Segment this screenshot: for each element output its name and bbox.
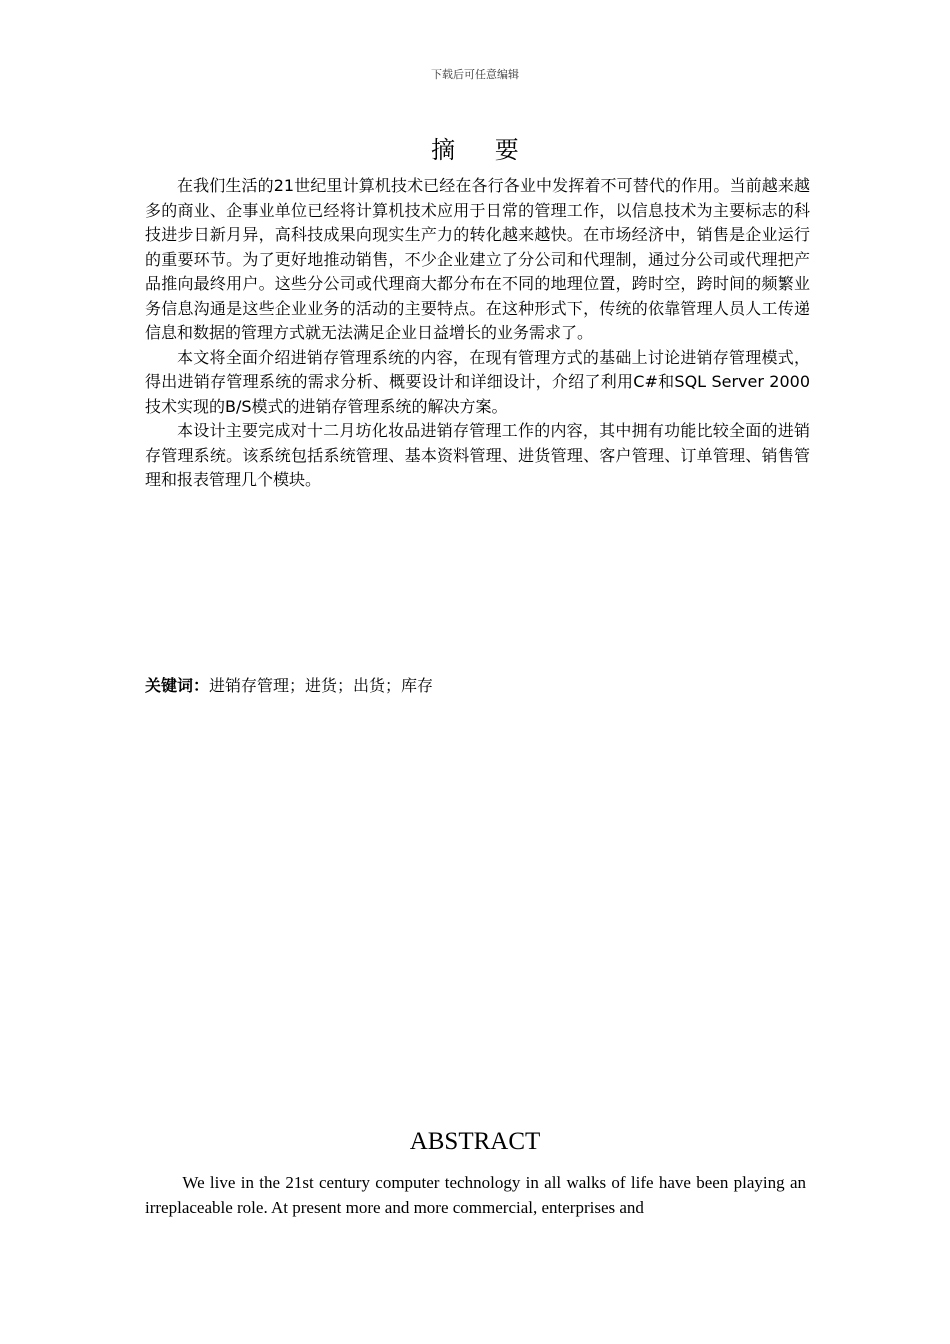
keywords-text: 进销存管理；进货；出货；库存 bbox=[209, 676, 434, 695]
page-header-note: 下载后可任意编辑 bbox=[431, 68, 519, 81]
keywords-line bbox=[145, 674, 810, 698]
abstract-cn-title: 摘 要 bbox=[431, 136, 535, 164]
abstract-cn-paragraph-1: 在我们生活的21世纪里计算机技术已经在各行各业中发挥着不可替代的作用。当前越来越多的商业、企事业单位已经将计算机技术应用于日常的管理工作，以信息技术为主要标志的科技进步日新月异，高科技成果向现实生产力的转化越来越快。在市场经济中，销售是企业运行的重要环节。为了更好地推动销售，不少企业建立了分公司和代理制，通过分公司或代理把产品推向最终用户。这些分公司或代理商大都分布在不同的地理位置，跨时空，跨时间的频繁业务信息沟通是这些企业业务的活动的主要特点。在这种形式下，传统的依靠管理人员人工传递信息和数据的管理方式就无法满足企业日益增长的业务需求了。 bbox=[145, 176, 810, 342]
abstract-en-title: ABSTRACT bbox=[409, 1128, 541, 1155]
keywords-label: 关键词： bbox=[145, 676, 210, 695]
abstract-cn-paragraph-2: 本文将全面介绍进销存管理系统的内容，在现有管理方式的基础上讨论进销存管理模式，得出进销存管理系统的需求分析、概要设计和详细设计，介绍了利用C#和SQL Server 2000技术实现的B/S模式的进销存管理系统的解决方案。 bbox=[145, 347, 810, 416]
abstract-cn-paragraph-3: 本设计主要完成对十二月坊化妆品进销存管理工作的内容，其中拥有功能比较全面的进销存管理系统。该系统包括系统管理、基本资料管理、进货管理、客户管理、订单管理、销售管理和报表管理几个模块。 bbox=[145, 421, 810, 489]
abstract-en-body bbox=[145, 1170, 806, 1220]
abstract-en-paragraph: We live in the 21st century computer technology in all walks of life have been playing an irreplaceable role. At present more and more commercial, enterprises and bbox=[145, 1173, 806, 1217]
abstract-cn-body bbox=[145, 174, 810, 493]
